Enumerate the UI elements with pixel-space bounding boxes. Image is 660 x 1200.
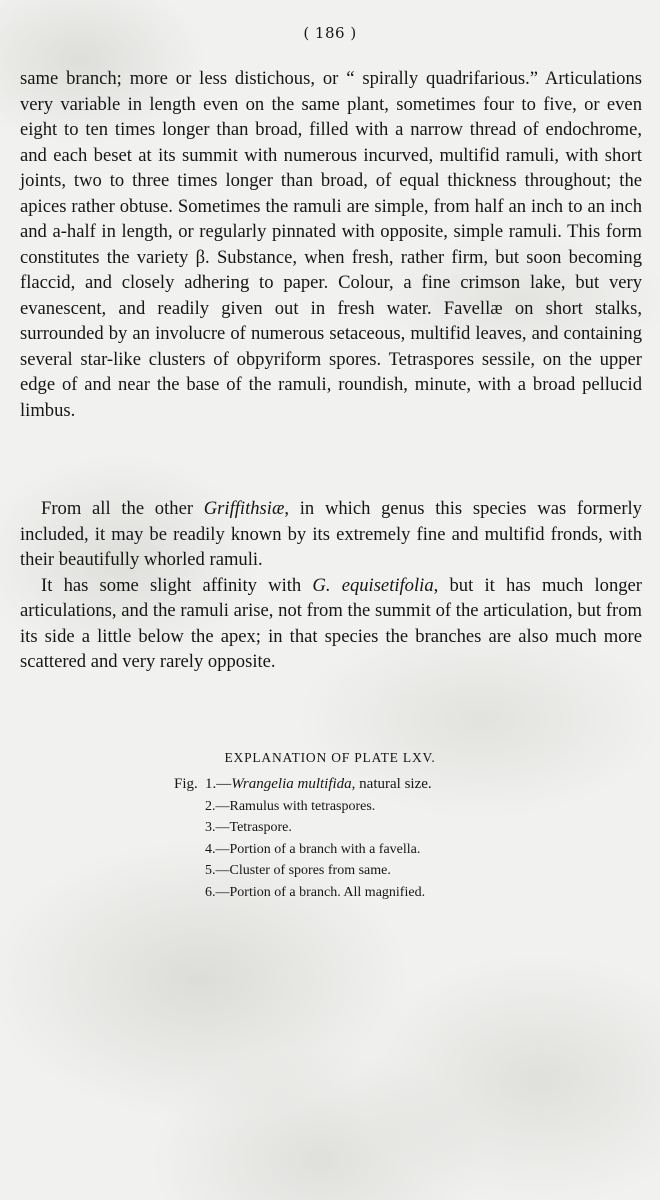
figure-item-6: [0, 882, 660, 904]
fig-prefix: Fig.: [174, 776, 198, 792]
figure-item-4: [0, 839, 660, 861]
figure-entry: [205, 796, 375, 818]
figure-species-italic: Wrangelia multifida: [231, 776, 352, 792]
plate-explanation: [0, 750, 660, 903]
figure-dash: —: [215, 884, 230, 900]
figure-dash: —: [215, 841, 230, 857]
body-paragraph-2: [20, 496, 642, 675]
figure-caption: Portion of a branch. All magnified.: [229, 884, 426, 900]
paragraph-2-rest: , in which genus this species was formerly included, it may be readily known by its extremely fine and multifid fronds, with their beautifully whorled ramuli.: [20, 498, 642, 570]
figure-dash: —: [215, 820, 230, 835]
figure-number: 4.: [205, 841, 216, 857]
figure-dash: —: [215, 863, 230, 878]
paragraph-3-rest: , but it has much longer articulations, and the ramuli arise, not from the summit of the articulation, but from its side a little below the apex; in that species the branches are also much more scattered and very rarely opposite.: [20, 574, 642, 672]
figure-item-5: [0, 860, 660, 882]
paragraph-text: same branch; more or less distichous, or “ spirally quadrifarious.” Articulations very variable in length even on the same plant, sometimes four to five, or even eight to ten times longer than broad, filled with a narrow thread of endochrome, and each beset at its summit with numerous incurved, multifid ramuli, with short joints, two to three times longer than broad, of equal thickness throughout; the apices rather obtuse. Sometimes the ramuli are simple, from half an inch to an inch and a-half in length, or regularly pinnated with opposite, simple ramuli. This form constitutes the variety β. Substance, when fresh, rather firm, but soon becoming flaccid, and closely adhering to paper. Colour, a fine crimson lake, but very evanescent, and readily given out in fresh water. Favellæ on short stalks, surrounded by an involucre of numerous setaceous, multifid leaves, and containing several star-like clusters of obpyriform spores. Tetraspores sessile, on the upper edge of and near the base of the ramuli, roundish, minute, with a broad pellucid limbus.: [20, 68, 642, 421]
figure-number: 3.: [205, 820, 216, 835]
figure-entry: [205, 860, 391, 882]
explanation-title: EXPLANATION OF PLATE LXV.: [224, 750, 436, 765]
figure-entry: [205, 882, 425, 904]
page-number: ( 186 ): [303, 24, 357, 42]
figure-number: 1.: [205, 776, 217, 792]
figure-entry: [205, 817, 292, 839]
figure-number: 5.: [205, 863, 216, 878]
figure-entry: [205, 774, 432, 796]
paragraph-text-2: [20, 496, 642, 573]
paragraph-2-lead: From all the other: [41, 498, 204, 519]
figure-item-2: [0, 796, 660, 818]
figure-number: 6.: [205, 884, 216, 900]
figure-item-1: [0, 774, 660, 796]
figure-dash: —: [215, 798, 230, 814]
genus-name-italic: Griffithsiæ: [203, 498, 285, 519]
figure-item-3: [0, 817, 660, 839]
paragraph-3-lead: It has some slight affinity with: [41, 574, 313, 596]
figure-caption: Ramulus with tetraspores.: [229, 798, 376, 814]
species-name-italic: G. equisetifolia: [312, 574, 434, 596]
figure-entry: [205, 839, 420, 861]
figure-number: 2.: [205, 798, 216, 814]
figure-caption: Portion of a branch with a favella.: [229, 841, 421, 857]
figure-caption: Tetraspore.: [229, 820, 292, 835]
figure-dash: —: [216, 776, 232, 792]
figure-caption: Cluster of spores from same.: [229, 863, 391, 878]
figure-caption: , natural size.: [351, 776, 432, 792]
figure-list: [0, 774, 660, 903]
paragraph-text-3: [20, 573, 642, 675]
body-paragraph-1: [20, 66, 642, 423]
